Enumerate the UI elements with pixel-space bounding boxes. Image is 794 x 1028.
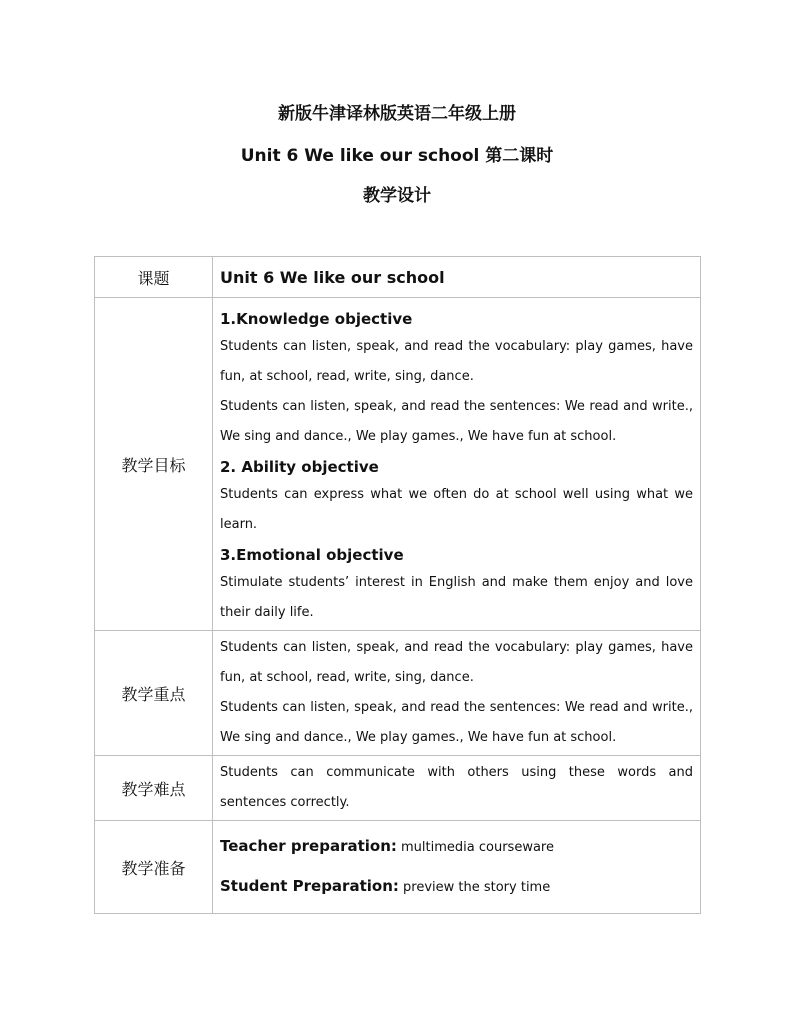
student-preparation [220,867,693,907]
preparation-label: 教学准备 [95,821,213,914]
lesson-plan-table [94,256,701,914]
table-row-difficulties [95,756,701,821]
teacher-preparation-label: Teacher preparation: [220,837,397,855]
topic-value: Unit 6 We like our school [220,267,445,287]
key-points-cell [213,631,701,756]
document-header [0,104,794,206]
emotional-heading: 3.Emotional objective [220,546,404,564]
knowledge-text-2: Students can listen, speak, and read the sentences: We read and write., We sing and dance., We play games., We have fun at school. [220,399,693,444]
knowledge-text-1: Students can listen, speak, and read the vocabulary: play games, have fun, at school, read, write, sing, dance. [220,339,693,384]
difficulties-cell [213,756,701,821]
design-label: 教学设计 [363,186,431,206]
objectives-label: 教学目标 [95,298,213,631]
topic-cell [213,257,701,298]
lesson-subtitle: Unit 6 We like our school 第二课时 [240,146,554,166]
key-points-text-2: Students can listen, speak, and read the sentences: We read and write., We sing and dance., We play games., We have fun at school. [220,700,693,745]
table-row-objectives [95,298,701,631]
key-points-label: 教学重点 [95,631,213,756]
knowledge-heading: 1.Knowledge objective [220,310,413,328]
ability-heading: 2. Ability objective [220,458,379,476]
key-points-text-1: Students can listen, speak, and read the vocabulary: play games, have fun, at school, read, write, sing, dance. [220,640,693,685]
teacher-preparation [220,827,693,867]
document-title: 新版牛津译林版英语二年级上册 [278,104,516,124]
table-row-topic [95,257,701,298]
difficulties-text: Students can communicate with others using these words and sentences correctly. [220,765,693,810]
difficulties-label: 教学难点 [95,756,213,821]
emotional-text: Stimulate students’ interest in English and make them enjoy and love their daily life. [220,575,693,620]
preparation-cell [213,821,701,914]
teacher-preparation-value: multimedia courseware [396,840,554,855]
ability-text: Students can express what we often do at school well using what we learn. [220,487,693,532]
objectives-cell [213,298,701,631]
topic-label: 课题 [95,257,213,298]
student-preparation-value: preview the story time [398,880,551,895]
table-row-preparation [95,821,701,914]
table-row-key-points [95,631,701,756]
student-preparation-label: Student Preparation: [220,877,399,895]
